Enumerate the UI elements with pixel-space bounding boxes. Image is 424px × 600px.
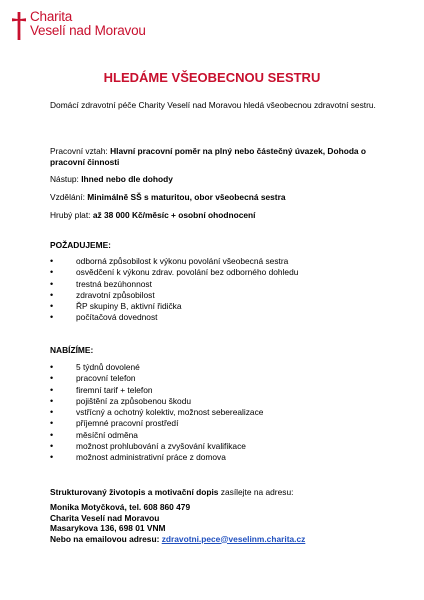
plat-label: Hrubý plat: — [50, 210, 93, 220]
list-item: • 5 týdnů dovolené — [50, 362, 380, 373]
detail-plat — [50, 210, 380, 221]
pozadujeme-heading-text: POŽADUJEME: — [50, 240, 111, 250]
detail-nastup — [50, 174, 380, 185]
email-link[interactable]: zdravotni.pece@veselinm.charita.cz — [161, 533, 306, 544]
vztah-label: Pracovní vztah: — [50, 146, 111, 156]
list-item: • odborná způsobilost k výkonu povolání všeobecná sestra — [50, 256, 380, 267]
vzdelani-label: Vzdělání: — [50, 192, 88, 202]
contact-lead — [50, 487, 380, 498]
logo-text — [30, 10, 146, 38]
contact-lead-bold: Strukturovaný životopis a motivační dopis — [50, 487, 219, 497]
vzdelani-value: Minimálně SŠ s maturitou, obor všeobecná sestra — [87, 192, 286, 202]
nabizime-heading — [50, 345, 380, 356]
contact-email-line — [50, 534, 380, 545]
contact-name: Monika Motyčková, tel. 608 860 479 — [50, 502, 191, 512]
pozadujeme-heading — [50, 240, 380, 251]
plat-value: až 38 000 Kč/měsíc + osobní ohodnocení — [92, 210, 256, 220]
vztah-value: Hlavní pracovní poměr na plný nebo částečný úvazek, Dohoda o pracovní činnosti — [50, 146, 367, 167]
list-item: • počítačová dovednost — [50, 312, 380, 323]
list-item: • pojištění za způsobenou škodu — [50, 396, 380, 407]
detail-vztah — [50, 146, 380, 167]
detail-vzdelani — [50, 192, 380, 203]
contact-org: Charita Veselí nad Moravou — [50, 512, 160, 523]
list-item: • firemní tarif + telefon — [50, 385, 380, 396]
intro-text: Domácí zdravotní péče Charity Veselí nad Moravou hledá všeobecnou zdravotní sestru. — [50, 100, 376, 110]
contact-block — [50, 502, 380, 544]
list-item: • ŘP skupiny B, aktivní řidička — [50, 301, 380, 312]
nabizime-heading-text: NABÍZÍME: — [50, 345, 94, 355]
list-item: • měsíční odměna — [50, 430, 380, 441]
nabizime-list — [50, 362, 380, 464]
email-label: Nebo na emailovou adresu: — [50, 533, 162, 544]
nastup-value: Ihned nebo dle dohody — [81, 174, 173, 184]
list-item: • vstřícný a ochotný kolektiv, možnost seberealizace — [50, 407, 380, 418]
logo-line-2: Veselí nad Moravou — [30, 23, 146, 38]
list-item: • možnost administrativní práce z domova — [50, 452, 380, 463]
contact-lead-rest: zasílejte na adresu: — [218, 487, 294, 497]
intro-paragraph — [50, 100, 380, 111]
list-item: • příjemné pracovní prostředí — [50, 418, 380, 429]
pozadujeme-list — [50, 256, 380, 324]
page-title: HLEDÁME VŠEOBECNOU SESTRU — [103, 70, 321, 85]
list-item: • zdravotní způsobilost — [50, 290, 380, 301]
list-item: • pracovní telefon — [50, 373, 380, 384]
charita-logo — [12, 10, 146, 40]
contact-address: Masarykova 136, 698 01 VNM — [50, 523, 166, 533]
cross-logo-icon — [12, 12, 26, 40]
list-item: • možnost prohlubování a zvyšování kvalifikace — [50, 441, 380, 452]
list-item: • osvědčení k výkonu zdrav. povolání bez odborného dohledu — [50, 267, 380, 278]
nastup-label: Nástup: — [50, 174, 82, 184]
logo-line-1: Charita — [30, 9, 73, 24]
list-item: • trestná bezúhonnost — [50, 279, 380, 290]
